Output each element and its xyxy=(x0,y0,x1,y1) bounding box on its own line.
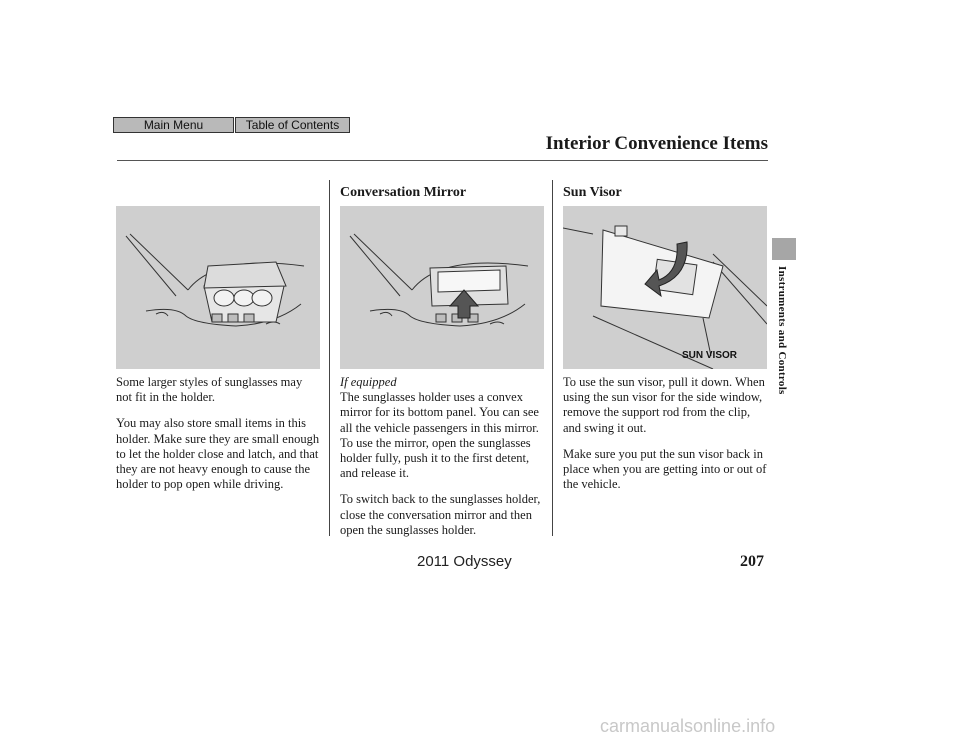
sun-visor-caption: SUN VISOR xyxy=(682,350,738,361)
conversation-mirror-illustration xyxy=(340,206,544,369)
paragraph: The sunglasses holder uses a convex mirror for its bottom panel. You can see all the vehicle passengers in this mirror. To use the mirror, open the sunglasses holder fully, push it to the first detent, and release it. xyxy=(340,390,539,481)
column-divider xyxy=(329,180,330,536)
watermark: carmanualsonline.info xyxy=(600,716,776,736)
page-title: Interior Convenience Items xyxy=(545,133,768,154)
sunglasses-holder-drawing xyxy=(116,206,320,369)
conversation-mirror-text xyxy=(340,375,550,549)
footer-model: 2011 Odyssey xyxy=(417,553,512,570)
if-equipped-note: If equipped xyxy=(340,375,397,389)
sun-visor-illustration xyxy=(563,206,767,369)
paragraph: Some larger styles of sunglasses may not fit in the holder. xyxy=(116,375,303,405)
paragraph: To switch back to the sunglasses holder, close the conversation mirror and then open the sunglasses holder. xyxy=(340,492,541,537)
section-tab xyxy=(772,238,796,260)
paragraph: To use the sun visor, pull it down. When using the sun visor for the side window, remove the support rod from the clip, and swing it out. xyxy=(563,375,765,435)
column-divider xyxy=(552,180,553,536)
conversation-mirror-heading: Conversation Mirror xyxy=(340,185,467,200)
conversation-mirror-drawing xyxy=(340,206,544,369)
sun-visor-text xyxy=(563,375,768,503)
sunglasses-holder-illustration xyxy=(116,206,320,369)
sun-visor-drawing xyxy=(563,206,767,369)
sun-visor-heading: Sun Visor xyxy=(563,185,622,200)
page-number: 207 xyxy=(740,553,764,570)
table-of-contents-button[interactable]: Table of Contents xyxy=(235,117,350,133)
section-side-label: Instruments and Controls xyxy=(776,266,788,395)
main-menu-button[interactable]: Main Menu xyxy=(113,117,234,133)
sunglasses-holder-text xyxy=(116,375,321,503)
paragraph: Make sure you put the sun visor back in place when you are getting into or out of the vehicle. xyxy=(563,446,767,492)
title-divider xyxy=(117,160,768,161)
paragraph: You may also store small items in this holder. Make sure they are small enough to let the holder close and latch, and that they are not heavy enough to cause the holder to pop open while driving. xyxy=(116,416,320,492)
